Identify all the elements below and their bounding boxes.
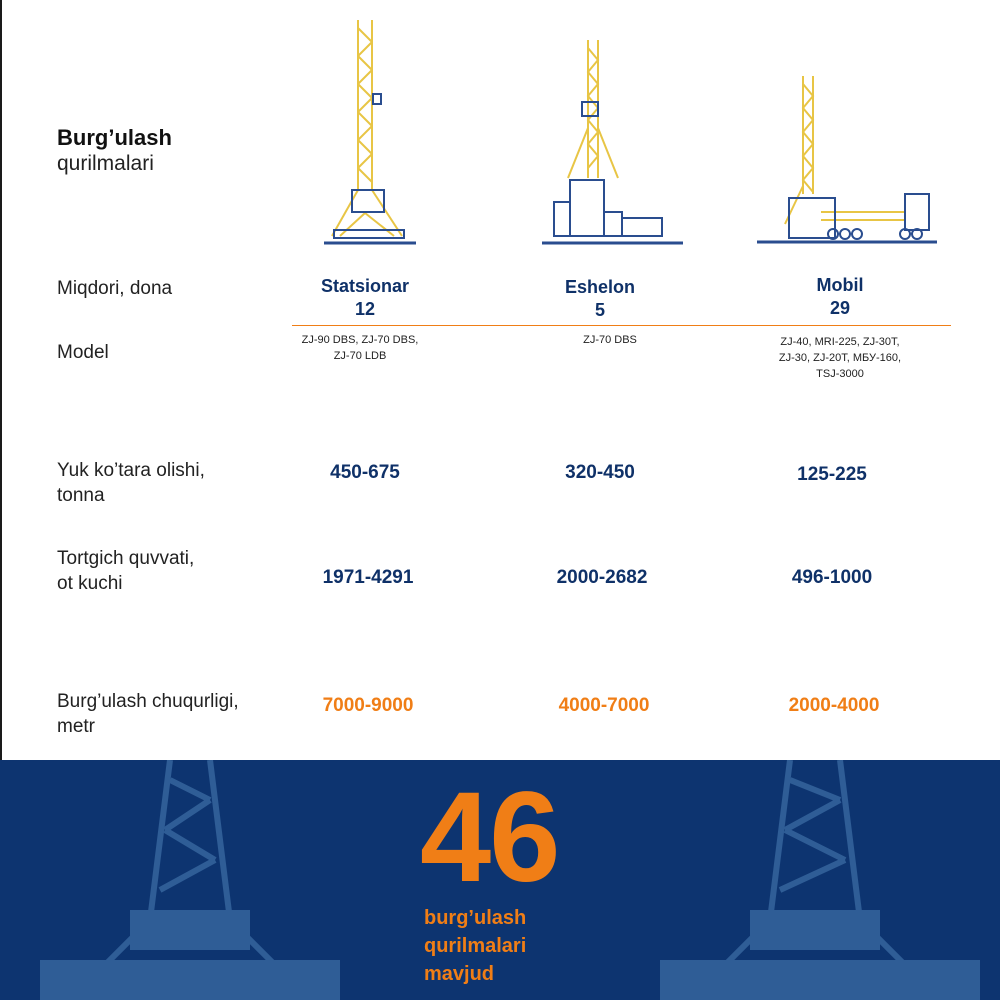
load-label-line-2: tonna xyxy=(57,485,105,506)
depth-label-line-1: Burg’ulash chuqurligi, xyxy=(57,691,239,712)
depth-label-line-2: metr xyxy=(57,716,95,737)
header-divider-line xyxy=(292,325,951,326)
echelon-rig-illustration xyxy=(540,38,685,250)
caption-line-1: burg’ulash xyxy=(424,907,527,929)
column-stationary-count: 12 xyxy=(354,299,376,319)
column-stationary-name: Statsionar xyxy=(320,276,410,296)
power-label-line-1: Tortgich quvvati, xyxy=(57,548,195,569)
column-mobile-count: 29 xyxy=(829,298,851,318)
echelon-model-line: ZJ-70 DBS xyxy=(583,334,637,346)
stationary-model-line: ZJ-70 LDB xyxy=(333,350,387,362)
footer-rig-silhouette-right xyxy=(650,760,990,1000)
column-echelon-name: Eshelon xyxy=(564,277,635,297)
load-label-line-1: Yuk ko’tara olishi, xyxy=(57,460,205,481)
total-rigs-number: 46 xyxy=(420,766,559,909)
echelon-models xyxy=(490,332,730,348)
echelon-power-value: 2000-2682 xyxy=(556,567,648,588)
power-label-line-2: ot kuchi xyxy=(57,573,123,594)
mobile-load-value: 125-225 xyxy=(797,464,867,485)
left-border-line xyxy=(0,0,2,760)
mobile-model-line: ZJ-40, MRI-225, ZJ-30T, xyxy=(780,336,900,348)
page-subtitle: qurilmalari xyxy=(57,152,154,175)
echelon-depth-value: 4000-7000 xyxy=(558,695,650,716)
mobile-model-line: TSJ-3000 xyxy=(816,368,864,380)
stationary-power-value: 1971-4291 xyxy=(322,567,414,588)
echelon-load-value: 320-450 xyxy=(565,462,635,483)
stationary-models xyxy=(240,332,480,364)
column-echelon-count: 5 xyxy=(594,300,605,320)
caption-line-2: qurilmalari xyxy=(424,935,527,957)
power-label xyxy=(57,546,194,596)
stationary-load-value: 450-675 xyxy=(330,462,400,483)
mobile-rig-illustration xyxy=(755,74,940,246)
mobile-power-value: 496-1000 xyxy=(791,567,873,588)
column-mobile-name: Mobil xyxy=(816,275,864,295)
mobile-model-line: ZJ-30, ZJ-20T, МБУ-160, xyxy=(778,352,902,364)
load-label xyxy=(57,458,205,508)
mobile-models xyxy=(720,334,960,382)
depth-label xyxy=(57,689,239,739)
page-title: Burg’ulash xyxy=(57,125,172,150)
footer-rig-silhouette-left xyxy=(10,760,370,1000)
stationary-model-line: ZJ-90 DBS, ZJ-70 DBS, xyxy=(301,334,419,346)
caption-line-3: mavjud xyxy=(424,963,495,985)
total-rigs-caption xyxy=(424,904,526,988)
quantity-label: Miqdori, dona xyxy=(57,278,173,299)
mobile-depth-value: 2000-4000 xyxy=(788,695,880,716)
model-label: Model xyxy=(57,342,109,363)
stationary-rig-illustration xyxy=(320,18,420,248)
stationary-depth-value: 7000-9000 xyxy=(322,695,414,716)
